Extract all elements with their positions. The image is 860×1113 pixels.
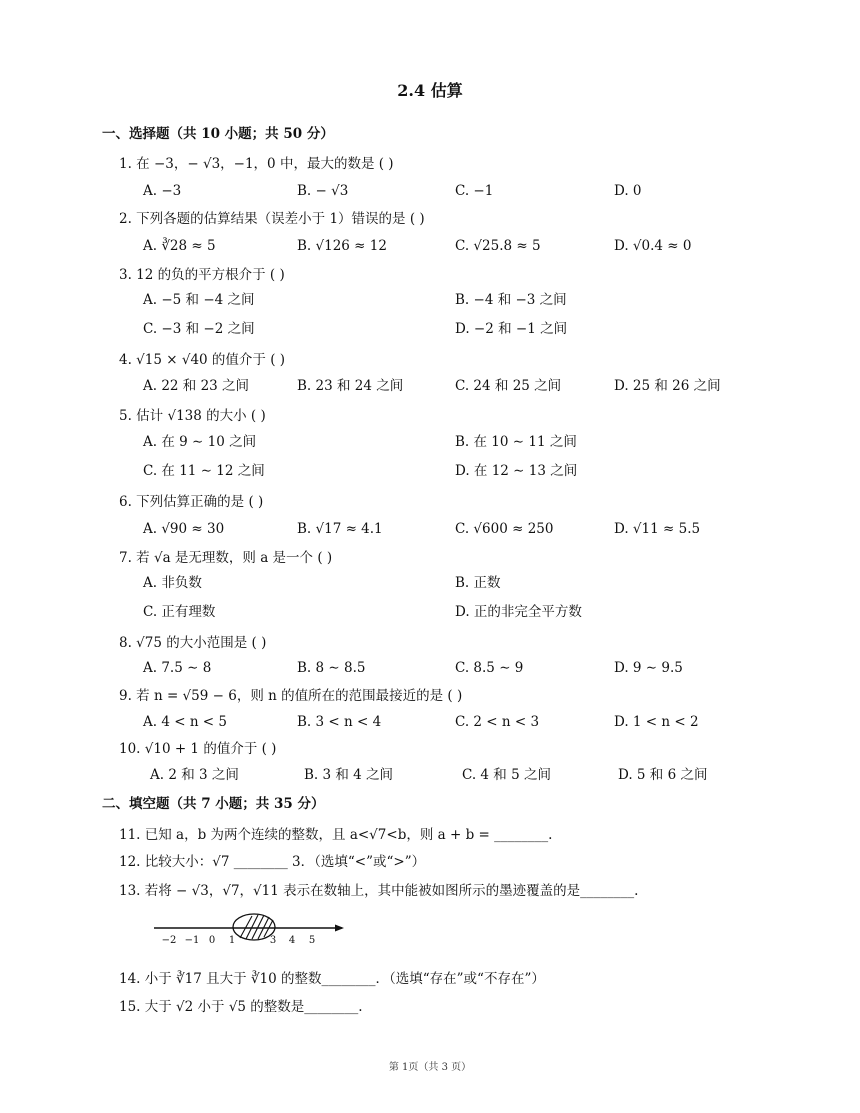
- question-5-option-c: C. 在 11 ∼ 12 之间: [143, 463, 265, 479]
- section-1-header: 一、选择题（共 10 小题；共 50 分）: [102, 126, 334, 142]
- question-2-option-a: A. ∛28 ≈ 5: [143, 238, 216, 254]
- question-9-option-d: D. 1 < n < 2: [614, 714, 699, 730]
- question-8-option-c: C. 8.5 ∼ 9: [455, 660, 524, 676]
- section-2-header: 二、填空题（共 7 小题；共 35 分）: [102, 796, 325, 812]
- tick-label-minus1: −1: [184, 935, 200, 946]
- question-2-stem: 2. 下列各题的估算结果（误差小于 1）错误的是 ( ): [119, 211, 425, 227]
- question-2-option-d: D. √0.4 ≈ 0: [614, 238, 692, 254]
- tick-label-3: 3: [269, 935, 277, 946]
- question-4-option-b: B. 23 和 24 之间: [297, 378, 404, 394]
- ink-blot-hatching: [240, 915, 273, 939]
- question-9-option-a: A. 4 < n < 5: [143, 714, 227, 730]
- tick-label-5: 5: [308, 935, 316, 946]
- question-4-option-d: D. 25 和 26 之间: [614, 378, 721, 394]
- question-9-option-c: C. 2 < n < 3: [455, 714, 540, 730]
- question-10-stem: 10. √10 + 1 的值介于 ( ): [119, 741, 277, 757]
- page-title: 2.4 估算: [397, 81, 463, 100]
- question-5-option-d: D. 在 12 ∼ 13 之间: [455, 463, 578, 479]
- question-5-option-a: A. 在 9 ∼ 10 之间: [143, 434, 257, 450]
- question-15: 15. 大于 √2 小于 √5 的整数是________.: [119, 999, 363, 1015]
- question-7-stem: 7. 若 √a 是无理数，则 a 是一个 ( ): [119, 550, 333, 566]
- question-7-option-a: A. 非负数: [143, 575, 202, 591]
- question-8-option-a: A. 7.5 ∼ 8: [143, 660, 212, 676]
- question-10-option-d: D. 5 和 6 之间: [618, 767, 708, 783]
- tick-label-4: 4: [288, 935, 296, 946]
- question-8-stem: 8. √75 的大小范围是 ( ): [119, 635, 267, 651]
- question-3-option-d: D. −2 和 −1 之间: [455, 321, 568, 337]
- question-3-stem: 3. 12 的负的平方根介于 ( ): [119, 267, 285, 283]
- question-4-option-a: A. 22 和 23 之间: [143, 378, 250, 394]
- question-14: 14. 小于 ∛17 且大于 ∛10 的整数________．（选填“存在”或“不存在”）: [119, 971, 545, 987]
- question-1-option-d: D. 0: [614, 183, 642, 199]
- question-7-option-d: D. 正的非完全平方数: [455, 604, 582, 620]
- question-11: 11. 已知 a，b 为两个连续的整数，且 a<√7<b，则 a + b = ________.: [119, 827, 553, 843]
- question-6-stem: 6. 下列估算正确的是 ( ): [119, 494, 264, 510]
- question-2-option-b: B. √126 ≈ 12: [297, 238, 387, 254]
- question-7-option-c: C. 正有理数: [143, 604, 216, 620]
- tick-label-minus2: −2: [161, 935, 177, 946]
- question-7-option-b: B. 正数: [455, 575, 501, 591]
- question-4-option-c: C. 24 和 25 之间: [455, 378, 562, 394]
- question-12: 12. 比较大小：√7 ________ 3．（选填“<”或“>”）: [119, 854, 426, 870]
- question-10-option-a: A. 2 和 3 之间: [150, 767, 239, 783]
- question-1-option-c: C. −1: [455, 183, 494, 199]
- question-8-option-d: D. 9 ∼ 9.5: [614, 660, 683, 676]
- question-4-stem: 4. √15 × √40 的值介于 ( ): [119, 352, 286, 368]
- question-6-option-b: B. √17 ≈ 4.1: [297, 521, 383, 537]
- question-10-option-c: C. 4 和 5 之间: [462, 767, 551, 783]
- question-6-option-c: C. √600 ≈ 250: [455, 521, 554, 537]
- tick-label-0: 0: [208, 935, 216, 946]
- question-10-option-b: B. 3 和 4 之间: [304, 767, 394, 783]
- tick-label-1: 1: [228, 935, 236, 946]
- question-2-option-c: C. √25.8 ≈ 5: [455, 238, 541, 254]
- question-9-option-b: B. 3 < n < 4: [297, 714, 382, 730]
- question-9-stem: 9. 若 n = √59 − 6，则 n 的值所在的范围最接近的是 ( ): [119, 688, 463, 704]
- question-8-option-b: B. 8 ∼ 8.5: [297, 660, 366, 676]
- question-6-option-d: D. √11 ≈ 5.5: [614, 521, 701, 537]
- question-3-option-b: B. −4 和 −3 之间: [455, 292, 567, 308]
- arrow-right-icon: [335, 925, 344, 932]
- page-footer: 第 1页（共 3 页）: [388, 1062, 472, 1073]
- question-3-option-c: C. −3 和 −2 之间: [143, 321, 255, 337]
- number-line-figure: [150, 910, 350, 946]
- question-6-option-a: A. √90 ≈ 30: [143, 521, 225, 537]
- question-1-stem: 1. 在 −3，− √3，−1，0 中，最大的数是 ( ): [119, 156, 394, 172]
- question-1-option-a: A. −3: [143, 183, 182, 199]
- question-5-option-b: B. 在 10 ∼ 11 之间: [455, 434, 577, 450]
- question-3-option-a: A. −5 和 −4 之间: [143, 292, 255, 308]
- question-13: 13. 若将 − √3，√7，√11 表示在数轴上，其中能被如图所示的墨迹覆盖的是________.: [119, 883, 639, 899]
- question-5-stem: 5. 估计 √138 的大小 ( ): [119, 408, 266, 424]
- question-1-option-b: B. − √3: [297, 183, 349, 199]
